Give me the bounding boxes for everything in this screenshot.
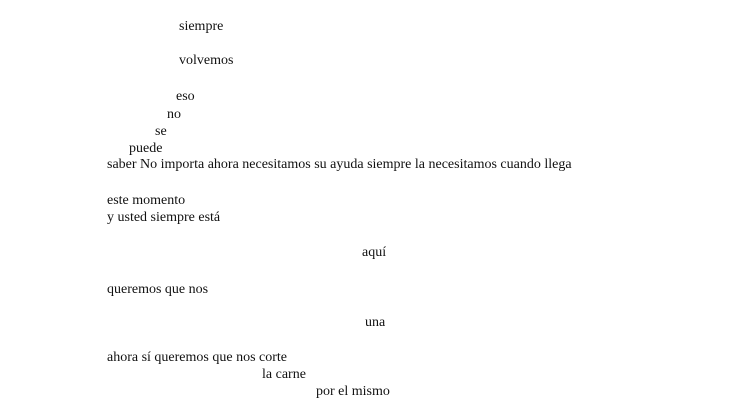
poem-line: saber No importa ahora necesitamos su ayuda siempre la necesitamos cuando llega — [107, 157, 572, 172]
poem-line: y usted siempre está — [107, 210, 221, 225]
poem-line: eso — [176, 89, 195, 104]
poem-line: no — [167, 107, 181, 122]
poem-line: una — [365, 315, 386, 330]
poem-line: ahora sí queremos que nos corte — [107, 350, 287, 365]
poem-line: puede — [129, 141, 163, 156]
poem-line: siempre — [179, 19, 224, 34]
poem-line: queremos que nos — [107, 282, 209, 297]
poem-line: la carne — [262, 367, 306, 382]
poem-line: aquí — [362, 245, 387, 260]
poem-line: este momento — [107, 193, 186, 208]
poem-line: por el mismo — [316, 384, 390, 399]
poem-line: se — [155, 124, 167, 139]
poem-line: volvemos — [179, 53, 234, 68]
